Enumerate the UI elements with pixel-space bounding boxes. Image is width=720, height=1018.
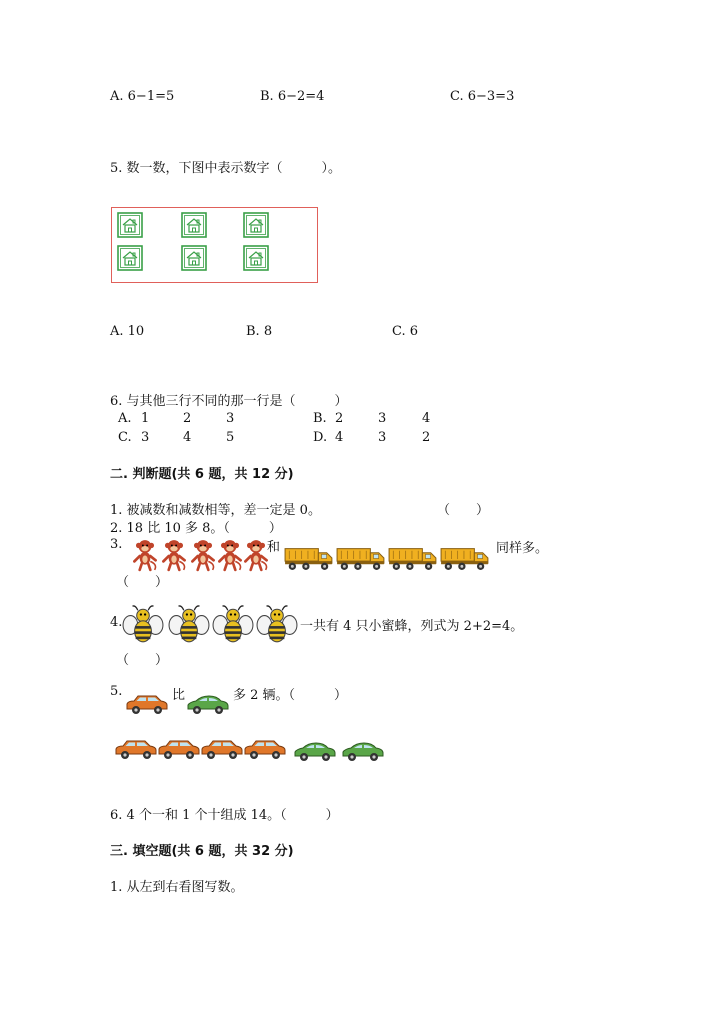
house-icon [117, 245, 143, 271]
house-icon [181, 245, 207, 271]
q5-option-b: B. 8 [246, 324, 273, 339]
judge-item-3-tail: 同样多。 [496, 541, 549, 556]
judge-item-1-answer-paren: （ ） [437, 503, 490, 518]
q4-option-a: A. 6−1=5 [110, 89, 175, 104]
judge-item-6: 6. 4 个一和 1 个十组成 14。（ ） [110, 808, 339, 823]
green-car-icon [340, 740, 386, 764]
q6-row-b-label: B. [313, 411, 327, 426]
house-icon [117, 212, 143, 238]
orange-car-icon [124, 693, 170, 717]
q4-option-b: B. 6−2=4 [260, 89, 325, 104]
green-car-icon [292, 740, 338, 764]
truck-icon [283, 544, 335, 572]
q6-row-a-label: A. [118, 411, 132, 426]
judge-item-5-number: 5. [110, 684, 123, 699]
green-car-icon [185, 693, 231, 717]
q6-row-c-num: 3 [141, 430, 150, 445]
orange-car-icon [113, 738, 159, 762]
judge-item-3-answer-paren: （ ） [116, 575, 169, 590]
judge-item-1: 1. 被减数和减数相等，差一定是 0。 [110, 503, 321, 518]
q6-row-d-num: 2 [422, 430, 431, 445]
q6-row-b-num: 2 [335, 411, 344, 426]
q6-row-d-label: D. [313, 430, 328, 445]
bee-icon [168, 604, 210, 646]
truck-icon [387, 544, 439, 572]
house-icon [181, 212, 207, 238]
bee-icon [122, 604, 164, 646]
house-icon [243, 245, 269, 271]
q6-row-d-num: 3 [378, 430, 387, 445]
bee-icon [212, 604, 254, 646]
fill-item-1: 1. 从左到右看图写数。 [110, 880, 244, 895]
orange-car-icon [199, 738, 245, 762]
q6-row-a-num: 2 [183, 411, 192, 426]
q6-row-b-num: 4 [422, 411, 431, 426]
judge-item-3-and: 和 [267, 540, 281, 555]
judge-item-4-answer-paren: （ ） [116, 653, 169, 668]
q5-stem: 5. 数一数，下图中表示数字（ ）。 [110, 161, 342, 176]
orange-car-icon [242, 738, 288, 762]
judge-item-5-tail: 多 2 辆。（ ） [233, 688, 348, 703]
q6-row-a-num: 3 [226, 411, 235, 426]
house-icon [243, 212, 269, 238]
section-2-title: 二. 判断题(共 6 题，共 12 分) [110, 467, 294, 482]
judge-item-4-tail: 一共有 4 只小蜜蜂，列式为 2+2=4。 [300, 619, 524, 634]
q5-option-c: C. 6 [392, 324, 419, 339]
q6-row-a-num: 1 [141, 411, 150, 426]
section-3-title: 三. 填空题(共 6 题，共 32 分) [110, 844, 294, 859]
bee-icon [256, 604, 298, 646]
judge-item-4-number: 4. [110, 615, 123, 630]
q5-option-a: A. 10 [110, 324, 145, 339]
q6-row-d-num: 4 [335, 430, 344, 445]
q6-row-c-num: 4 [183, 430, 192, 445]
judge-item-5-bi: 比 [172, 688, 186, 703]
judge-item-3-number: 3. [110, 537, 123, 552]
truck-icon [335, 544, 387, 572]
q6-row-b-num: 3 [378, 411, 387, 426]
q6-row-c-num: 5 [226, 430, 235, 445]
q6-stem: 6. 与其他三行不同的那一行是（ ） [110, 394, 348, 409]
truck-icon [439, 544, 491, 572]
judge-item-2: 2. 18 比 10 多 8。（ ） [110, 521, 282, 536]
q4-option-c: C. 6−3=3 [450, 89, 515, 104]
q6-row-c-label: C. [118, 430, 132, 445]
orange-car-icon [156, 738, 202, 762]
